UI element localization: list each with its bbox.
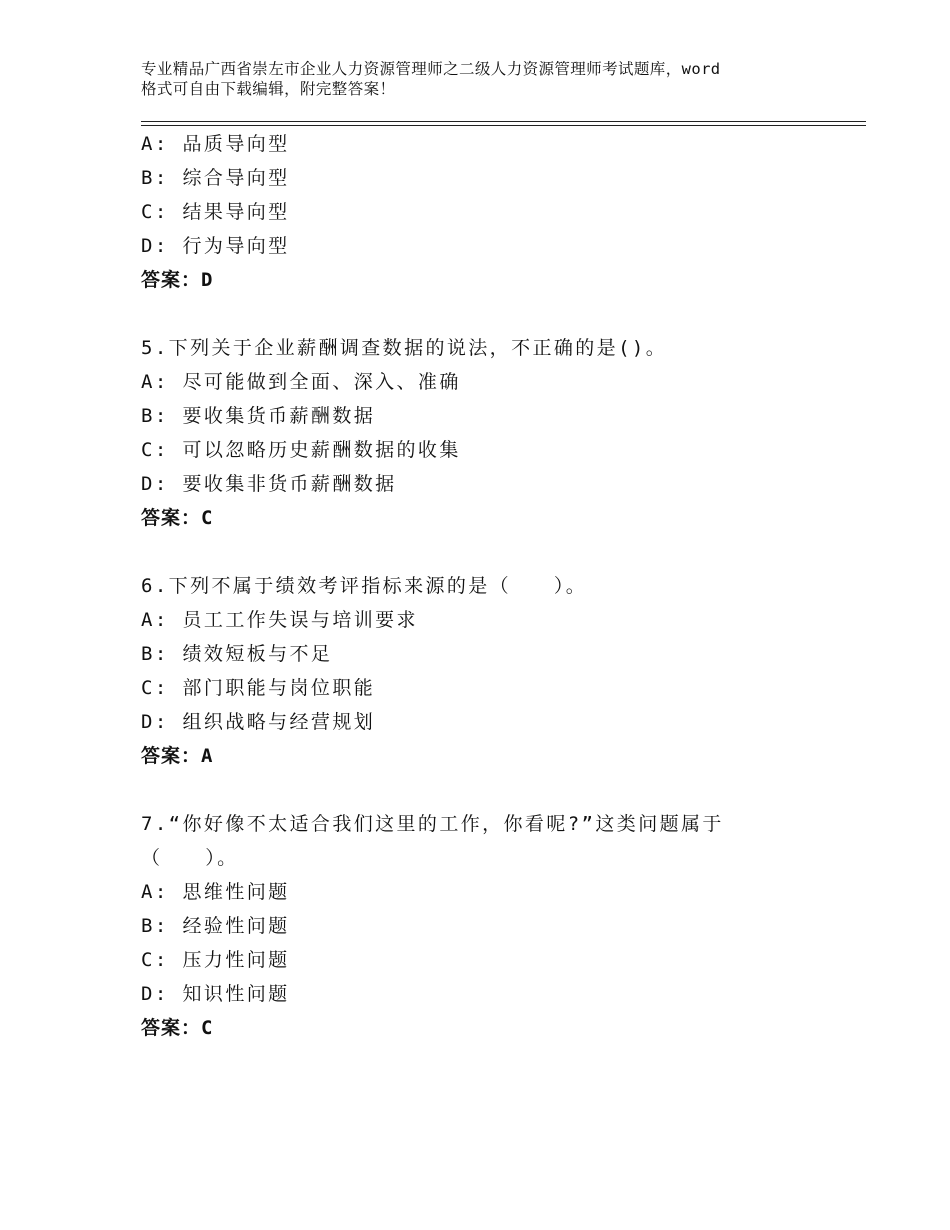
option-a: A: 尽可能做到全面、深入、准确: [141, 371, 461, 393]
option-c: C: 可以忽略历史薪酬数据的收集: [141, 439, 461, 461]
option-d: D: 要收集非货币薪酬数据: [141, 473, 397, 495]
header-rule-top: [141, 121, 866, 122]
option-d: D: 组织战略与经营规划: [141, 711, 376, 733]
answer: 答案：C: [141, 507, 214, 529]
answer: 答案：D: [141, 269, 214, 291]
option-b: B: 要收集货币薪酬数据: [141, 405, 376, 427]
header-rule-bottom: [141, 125, 866, 126]
option-b: B: 绩效短板与不足: [141, 643, 333, 665]
option-c: C: 部门职能与岗位职能: [141, 677, 376, 699]
question-7: 7.“你好像不太适合我们这里的工作，你看呢?”这类问题属于: [141, 813, 724, 835]
option-a: A: 思维性问题: [141, 881, 290, 903]
option-b: B: 综合导向型: [141, 167, 290, 189]
answer: 答案：C: [141, 1017, 214, 1039]
document-header: [141, 59, 841, 99]
option-a: A: 品质导向型: [141, 133, 290, 155]
question-list: [141, 127, 866, 1045]
option-d: D: 行为导向型: [141, 235, 290, 257]
option-d: D: 知识性问题: [141, 983, 290, 1005]
header-line-1: 专业精品广西省崇左市企业人力资源管理师之二级人力资源管理师考试题库，word: [141, 60, 721, 78]
option-c: C: 结果导向型: [141, 201, 290, 223]
spacer: [141, 297, 866, 331]
question-6: 6.下列不属于绩效考评指标来源的是（ ）。: [141, 575, 588, 597]
question-5: 5.下列关于企业薪酬调查数据的说法，不正确的是()。: [141, 337, 668, 359]
option-c: C: 压力性问题: [141, 949, 290, 971]
question-7-continued: （ ）。: [141, 847, 239, 869]
option-b: B: 经验性问题: [141, 915, 290, 937]
option-a: A: 员工工作失误与培训要求: [141, 609, 418, 631]
answer: 答案：A: [141, 745, 214, 767]
header-line-2: 格式可自由下载编辑，附完整答案！: [141, 80, 396, 98]
spacer: [141, 773, 866, 807]
spacer: [141, 535, 866, 569]
